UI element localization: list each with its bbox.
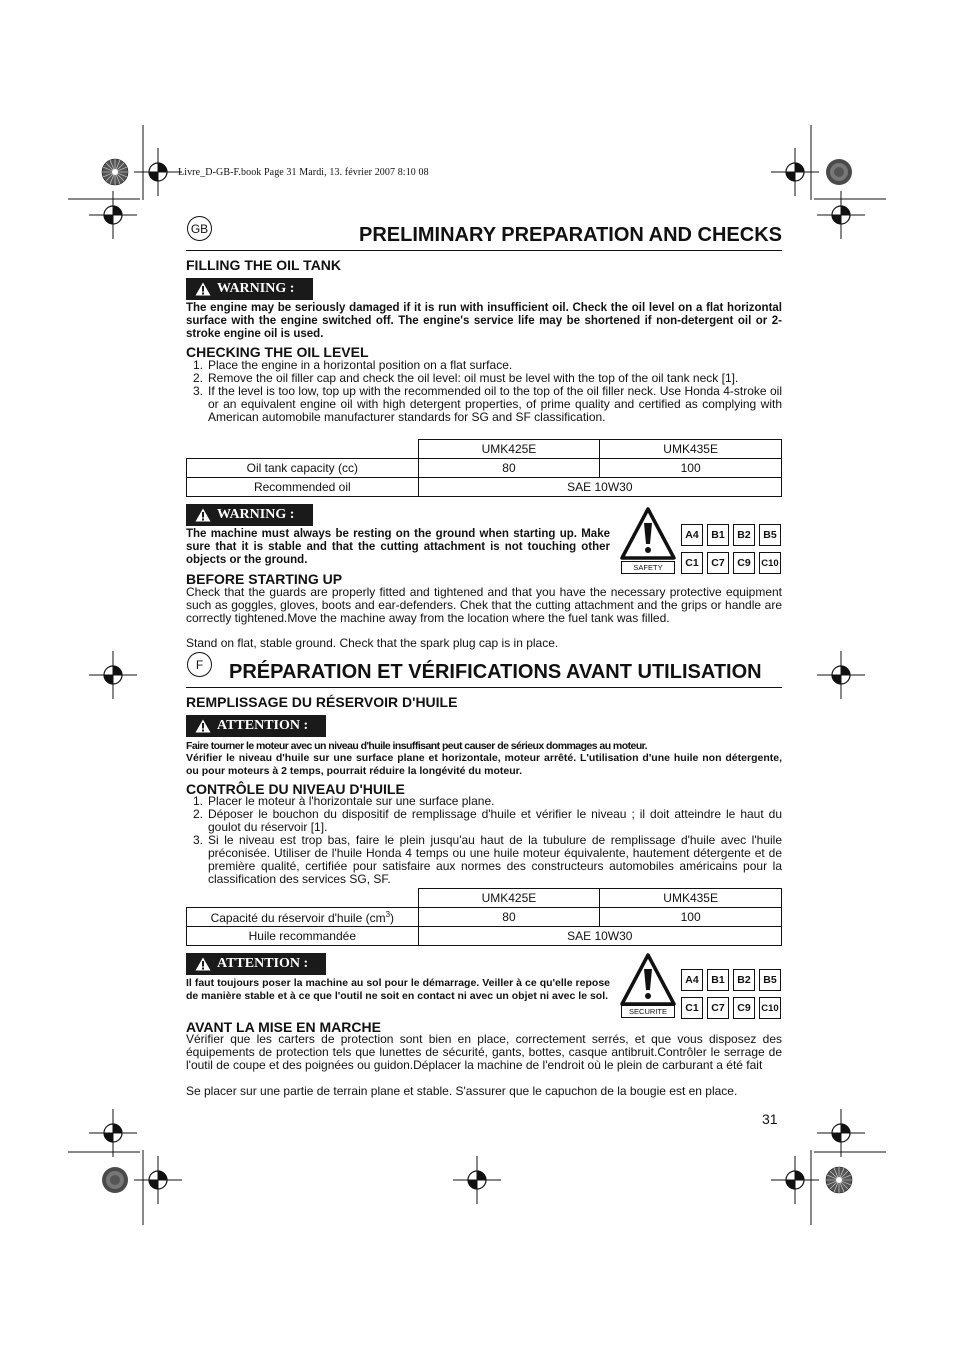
section-heading-checking: CHECKING THE OIL LEVEL	[186, 344, 369, 360]
safety-caption: SAFETY	[621, 561, 675, 574]
page-title-fr: PRÉPARATION ET VÉRIFICATIONS AVANT UTILISATION	[186, 661, 782, 688]
steps-list-fr	[186, 795, 782, 886]
code-box: C1	[681, 552, 703, 574]
attention-badge	[186, 953, 326, 975]
table-row	[187, 440, 782, 459]
before-text: Stand on flat, stable ground. Check that the spark plug cap is in place.	[186, 636, 559, 650]
table-row-label: Huile recommandée	[187, 927, 419, 946]
table-header-cell: UMK425E	[418, 440, 600, 459]
code-box: B2	[733, 969, 755, 991]
page-title-en: PRELIMINARY PREPARATION AND CHECKS	[186, 224, 782, 251]
table-cell: 100	[600, 908, 782, 927]
list-item: 2. Remove the oil filler cap and check the oil level: oil must be level with the top of the oil tank neck [1].	[192, 371, 739, 385]
oil-spec-table-en	[186, 439, 782, 497]
warning-triangle-icon	[195, 282, 211, 296]
reference-codes-fr	[681, 969, 781, 1019]
before-text: Se placer sur une partie de terrain plane et stable. S'assurer que le capuchon de la bougie est en place.	[186, 1084, 738, 1098]
code-box: B1	[707, 969, 729, 991]
section-heading-filling: FILLING THE OIL TANK	[186, 257, 342, 273]
table-row	[187, 927, 782, 946]
table-row	[187, 459, 782, 478]
code-box: B2	[733, 524, 755, 546]
code-box: B5	[759, 969, 781, 991]
code-box: B1	[707, 524, 729, 546]
table-row-label: Oil tank capacity (cc)	[187, 459, 419, 478]
list-item: 1. Placer le moteur à l'horizontale sur une surface plane.	[192, 794, 495, 808]
attention-text: Il faut toujours poser la machine au sol pour le démarrage. Veiller à ce qu'elle repose de manière stable et à ce que l'outil ne soit en contact ni avec un objet ni avec le sol.	[186, 977, 610, 1002]
table-cell: SAE 10W30	[418, 478, 781, 497]
warning-triangle-icon	[195, 957, 211, 971]
print-header: Livre_D-GB-F.book Page 31 Mardi, 13. février 2007 8:10 08	[178, 167, 429, 178]
safety-symbol	[619, 952, 677, 1022]
list-item: 3. Si le niveau est trop bas, faire le plein jusqu'au haut de la tubulure de remplissage d'huile avec l'huile préconisée. Utiliser de l'huile Honda 4 temps ou une huile moteur équivalente, hautement détergente et de première qualité, certifiée pour satisfaire aux normes des constructeurs automobiles américains pour la classification des services SG, SF.	[192, 833, 782, 886]
warning-label: WARNING :	[217, 281, 295, 296]
attention-text: Vérifier le niveau d'huile sur une surface plane et horizontale, moteur arrêté. L'utilisation d'une huile non détergente, ou pour moteurs à 2 temps, pourrait réduire la longévité du moteur.	[186, 752, 782, 777]
warning-badge	[186, 278, 313, 300]
code-box: C9	[733, 552, 755, 574]
oil-spec-table-fr	[186, 888, 782, 946]
list-item: 3. If the level is too low, top up with the recommended oil to the top of the oil filler neck. Use Honda 4-stroke oil or an equivalent engine oil with high detergent properties, of prime quality and certified as complying with American automobile manufacturer standards for SG and SF classification.	[192, 384, 782, 424]
warning-triangle-icon	[195, 719, 211, 733]
warning-text: The machine must always be resting on the ground when starting up. Make sure that it is stable and that the cutting attachment is not touching other objects or the ground.	[186, 528, 610, 566]
table-header-cell: UMK435E	[600, 889, 782, 908]
table-header-cell: UMK435E	[600, 440, 782, 459]
section-heading-controle: CONTRÔLE DU NIVEAU D'HUILE	[186, 781, 405, 797]
section-heading-before: BEFORE STARTING UP	[186, 571, 343, 587]
warning-badge	[186, 504, 313, 526]
safety-symbol	[619, 506, 677, 576]
table-row-label: Capacité du réservoir d'huile $(cm^3)$	[187, 908, 419, 927]
code-box: C10	[759, 552, 781, 574]
table-cell: 80	[418, 908, 600, 927]
safety-caption: SECURITE	[621, 1005, 675, 1018]
warning-label: WARNING :	[217, 507, 295, 522]
language-badge-f: F	[187, 652, 212, 677]
code-box: A4	[681, 969, 703, 991]
warning-text: The engine may be seriously damaged if it is run with insufficient oil. Check the oil level on a flat horizontal surface with the engine switched off. The engine's service life may be shortened if non-detergent oil or 2-stroke engine oil is used.	[186, 302, 782, 340]
attention-badge	[186, 715, 326, 737]
safety-warning-icon	[619, 506, 677, 562]
attention-text: Faire tourner le moteur avec un niveau d'huile insuffisant peut causer de sérieux dommages au moteur.	[186, 740, 648, 752]
code-box: A4	[681, 524, 703, 546]
table-cell: 100	[600, 459, 782, 478]
before-text: Check that the guards are properly fitted and tightened and that you have the necessary protective equipment such as goggles, gloves, boots and ear-defenders. Chek that the cutting attachment and the grips or handle are correctly tightened.Move the machine away from the location where the fuel tank was filled.	[186, 585, 782, 625]
page-number: 31	[762, 1111, 778, 1127]
table-row	[187, 908, 782, 927]
table-row	[187, 478, 782, 497]
code-box: C9	[733, 997, 755, 1019]
code-box: C1	[681, 997, 703, 1019]
code-box: C10	[759, 997, 781, 1019]
list-item: 2. Déposer le bouchon du dispositif de remplissage d'huile et vérifier le niveau ; il doit atteindre le haut du goulot du réservoir [1].	[192, 807, 782, 834]
attention-label: ATTENTION :	[217, 956, 309, 971]
before-text: Vérifier que les carters de protection sont bien en place, correctement serrés, et que vous disposez des équipements de protection tels que lunettes de sécurité, gants, bottes, casque antibruit.Contrôler le serrage de l'outil de coupe et des poignées ou guidon.Déplacer la machine de l'endroit où le plein de carburant a été fait	[186, 1032, 782, 1072]
safety-warning-icon	[619, 952, 677, 1008]
section-heading-avant: AVANT LA MISE EN MARCHE	[186, 1019, 381, 1035]
attention-label: ATTENTION :	[217, 718, 309, 733]
language-badge-gb: GB	[187, 216, 212, 241]
list-item: 1. Place the engine in a horizontal position on a flat surface.	[192, 358, 513, 372]
table-cell: 80	[418, 459, 600, 478]
table-cell: SAE 10W30	[418, 927, 781, 946]
section-heading-remplissage: REMPLISSAGE DU RÉSERVOIR D'HUILE	[186, 694, 458, 710]
code-box: C7	[707, 552, 729, 574]
table-row	[187, 889, 782, 908]
reference-codes-en	[681, 524, 781, 574]
warning-triangle-icon	[195, 508, 211, 522]
table-header-cell: UMK425E	[418, 889, 600, 908]
code-box: B5	[759, 524, 781, 546]
code-box: C7	[707, 997, 729, 1019]
steps-list-en	[186, 359, 782, 424]
table-row-label: Recommended oil	[187, 478, 419, 497]
